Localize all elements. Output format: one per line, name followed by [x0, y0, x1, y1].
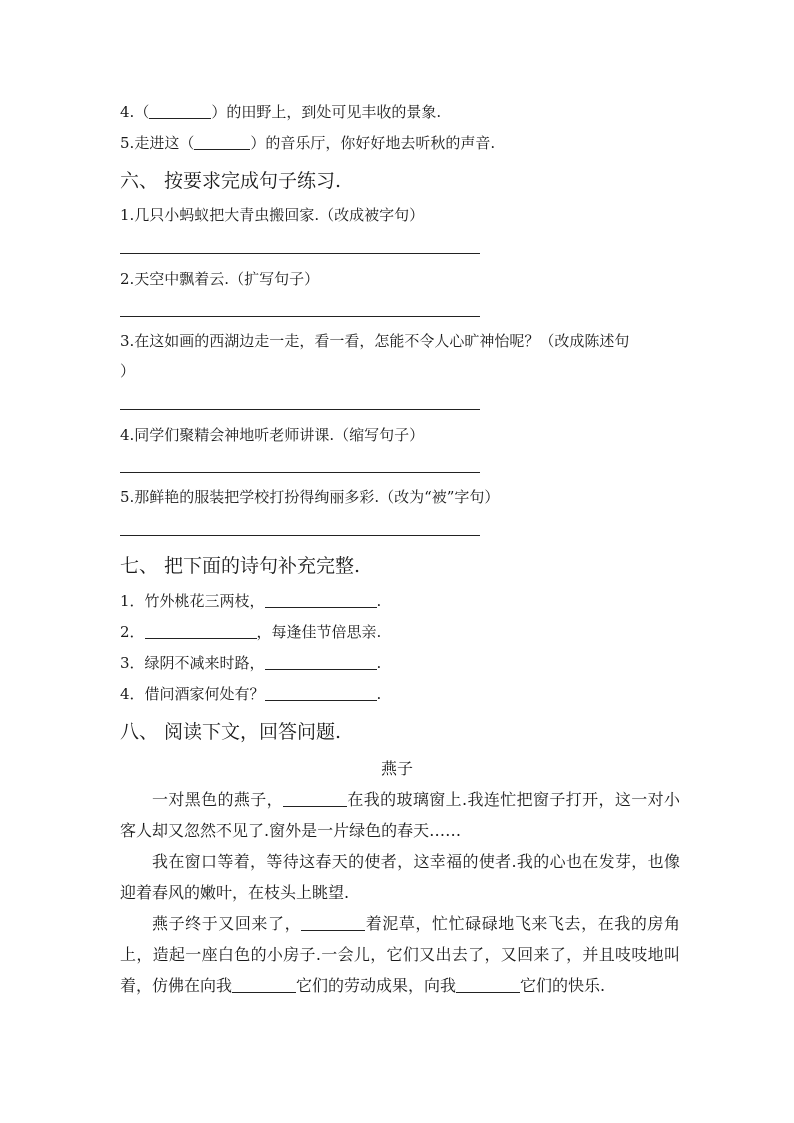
poem-blank[interactable]	[145, 622, 257, 639]
para-text: 它们的劳动成果，向我	[296, 976, 457, 995]
answer-line-6-2[interactable]	[120, 316, 480, 317]
poem-blank[interactable]	[265, 684, 377, 701]
question-6-1: 1.几只小蚂蚁把大青虫搬回家.（改成被字句）	[120, 206, 425, 224]
poem-end: .	[376, 592, 382, 610]
para-text: 它们的快乐.	[520, 976, 606, 995]
poem-end: .	[376, 654, 382, 672]
open-paren: （	[134, 103, 150, 121]
item-number: 5.	[120, 134, 135, 152]
passage-blank[interactable]	[283, 790, 347, 807]
item-number: 4.	[120, 103, 135, 121]
question-6-2: 2.天空中飘着云.（扩写句子）	[120, 270, 320, 288]
passage-blank[interactable]	[232, 976, 296, 993]
poem-text: 2．	[120, 623, 145, 641]
close-paren: ）	[250, 134, 266, 152]
poem-item-4	[120, 683, 381, 705]
para-text: 着泥草，忙忙碌碌地飞来飞去，在我的房角上，造起一座白色的小房子.一会儿，它们又出去了，又回来了，并且吱吱地叫着，仿佛在向我	[120, 914, 680, 995]
answer-blank[interactable]	[149, 102, 211, 119]
item-text-pre: 走进这（	[134, 134, 195, 152]
poem-blank[interactable]	[265, 653, 377, 670]
passage-title: 燕子	[380, 759, 413, 778]
poem-end: ，每逢佳节倍思亲.	[256, 623, 382, 641]
passage-blank[interactable]	[456, 976, 520, 993]
poem-blank[interactable]	[265, 591, 377, 608]
passage-blank[interactable]	[301, 914, 365, 931]
question-6-3-line-2: ）	[120, 362, 136, 380]
passage-paragraph-1	[120, 784, 680, 846]
item-text: 的田野上，到处可见丰收的景象.	[226, 103, 442, 121]
question-6-4: 4.同学们聚精会神地听老师讲课.（缩写句子）	[120, 426, 425, 444]
section-8-heading: 八、 阅读下文，回答问题.	[120, 721, 342, 743]
para-text: 燕子终于又回来了，	[152, 914, 302, 933]
poem-item-1	[120, 590, 381, 612]
poem-item-3	[120, 652, 381, 674]
poem-text: 1．竹外桃花三两枝，	[120, 592, 265, 610]
para-text: 一对黑色的燕子，	[152, 790, 284, 809]
answer-line-6-1[interactable]	[120, 253, 480, 254]
para-text: 我在窗口等着，等待这春天的使者，这幸福的使者.我的心也在发芽，也像迎着春风的嫩叶，在枝头上眺望.	[120, 852, 680, 902]
item-text: 的音乐厅，你好好地去听秋的声音.	[265, 134, 496, 152]
passage-paragraph-2	[120, 846, 680, 908]
section-6-heading: 六、 按要求完成句子练习.	[120, 170, 342, 192]
section-7-heading: 七、 把下面的诗句补充完整.	[120, 555, 361, 577]
answer-line-6-5[interactable]	[120, 535, 480, 536]
passage-paragraph-3	[120, 908, 680, 1001]
answer-blank[interactable]	[194, 133, 250, 150]
question-6-3-line-1: 3.在这如画的西湖边走一走，看一看，怎能不令人心旷神怡呢？（改成陈述句	[120, 332, 630, 350]
fill-in-item-5	[120, 132, 495, 154]
poem-item-2	[120, 621, 381, 643]
close-paren: ）	[211, 103, 227, 121]
poem-end: .	[376, 685, 382, 703]
answer-line-6-4[interactable]	[120, 472, 480, 473]
answer-line-6-3[interactable]	[120, 409, 480, 410]
poem-text: 4．借问酒家何处有？	[120, 685, 265, 703]
fill-in-item-4	[120, 101, 441, 123]
question-6-5: 5.那鲜艳的服装把学校打扮得绚丽多彩.（改为“被”字句）	[120, 488, 500, 506]
para-text: 在我的玻璃窗上.我连忙把窗子打开，这一对小客人却又忽然不见了.窗外是一片绿色的春天……	[120, 790, 680, 840]
poem-text: 3．绿阴不减来时路，	[120, 654, 265, 672]
